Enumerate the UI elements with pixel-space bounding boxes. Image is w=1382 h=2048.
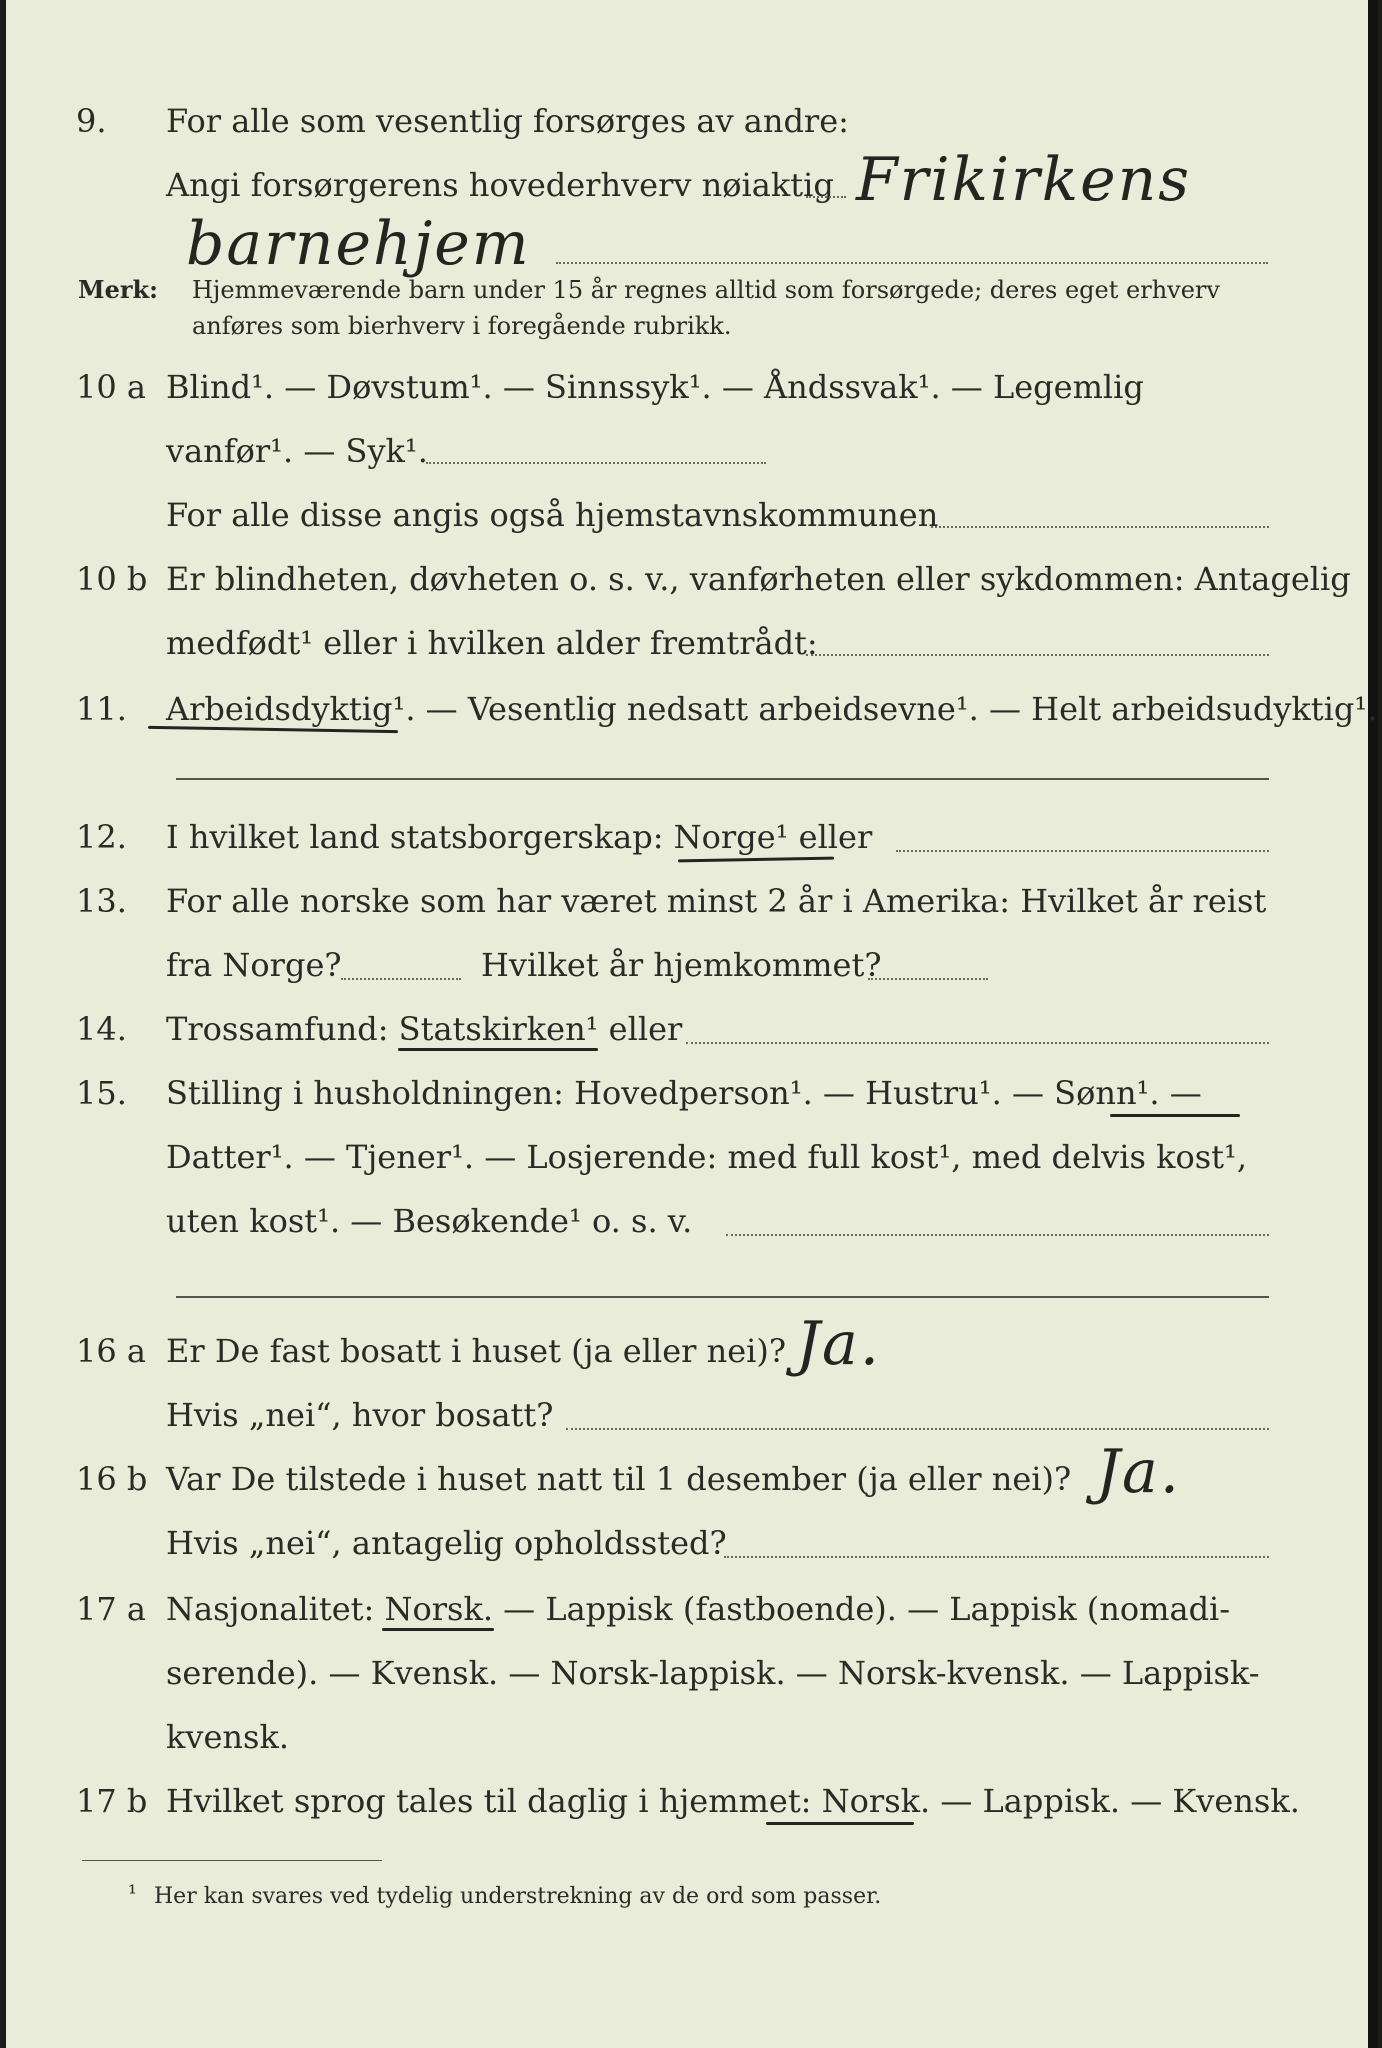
answer-line bbox=[868, 978, 988, 980]
note-label: Merk: bbox=[78, 275, 158, 304]
note-text: anføres som bierhverv i foregående rubrikk. bbox=[192, 312, 732, 340]
question-number: 9. bbox=[76, 102, 107, 140]
question-10b-line-1 bbox=[6, 550, 1368, 608]
question-number: 15. bbox=[76, 1074, 127, 1112]
question-9-line-2 bbox=[6, 145, 1368, 215]
question-text: medfødt¹ eller i hvilken alder fremtrådt: bbox=[166, 624, 818, 662]
question-text: kvensk. bbox=[166, 1718, 289, 1756]
question-number: 11. bbox=[76, 690, 127, 728]
question-text: For alle disse angis også hjemstavnskommunen bbox=[166, 496, 939, 534]
question-text: Datter¹. — Tjener¹. — Losjerende: med full kost¹, med delvis kost¹, bbox=[166, 1138, 1248, 1176]
question-number: 14. bbox=[76, 1010, 127, 1048]
handwritten-answer[interactable]: Ja. bbox=[1096, 1437, 1181, 1507]
question-text: fra Norge? bbox=[166, 946, 342, 984]
question-10a-line-2 bbox=[6, 422, 1368, 480]
handwritten-answer[interactable]: barnehjem bbox=[186, 209, 531, 279]
question-text: Blind¹. — Døvstum¹. — Sinnssyk¹. — Åndssvak¹. — Legemlig bbox=[166, 368, 1144, 406]
underline-mark bbox=[766, 1822, 914, 1825]
question-16a-line-1 bbox=[6, 1309, 1368, 1380]
answer-line bbox=[806, 196, 846, 198]
answer-line bbox=[726, 1234, 1269, 1236]
question-16b-line-2 bbox=[6, 1514, 1368, 1572]
question-16b-line-1 bbox=[6, 1437, 1368, 1508]
question-text: Er De fast bosatt i huset (ja eller nei)? bbox=[166, 1332, 787, 1370]
census-form-page bbox=[6, 0, 1378, 2048]
underline-mark bbox=[398, 1048, 598, 1051]
question-number: 10 b bbox=[76, 560, 148, 598]
question-number: 10 a bbox=[76, 368, 146, 406]
question-number: 12. bbox=[76, 818, 127, 856]
question-text: Stilling i husholdningen: Hovedperson¹. — Hustru¹. — Sønn¹. — bbox=[166, 1074, 1202, 1112]
question-10a-line-3 bbox=[6, 486, 1368, 544]
question-text: Hvilket sprog tales til daglig i hjemmet: Norsk. — Lappisk. — Kvensk. bbox=[166, 1782, 1300, 1820]
handwritten-answer[interactable]: Frikirkens bbox=[856, 145, 1192, 215]
handwritten-answer[interactable]: Ja. bbox=[796, 1309, 881, 1379]
footnote-rule bbox=[82, 1860, 382, 1861]
question-text: Hvilket år hjemkommet? bbox=[481, 946, 882, 984]
question-15-line-2 bbox=[6, 1128, 1368, 1186]
question-number: 17 a bbox=[76, 1590, 146, 1628]
answer-line bbox=[931, 526, 1269, 528]
answer-line bbox=[806, 654, 1269, 656]
question-13-line-1 bbox=[6, 872, 1368, 930]
question-17a-line-2 bbox=[6, 1644, 1368, 1702]
question-10a-line-1 bbox=[6, 358, 1368, 416]
question-15-line-3 bbox=[6, 1192, 1368, 1250]
question-text: For alle norske som har været minst 2 år i Amerika: Hvilket år reist bbox=[166, 882, 1267, 920]
question-text: Er blindheten, døvheten o. s. v., vanførheten eller sykdommen: Antagelig bbox=[166, 560, 1351, 598]
question-17b bbox=[6, 1772, 1368, 1830]
answer-line bbox=[566, 1428, 1269, 1430]
question-9-line-1 bbox=[6, 92, 1368, 150]
question-text: Arbeidsdyktig¹. — Vesentlig nedsatt arbeidsevne¹. — Helt arbeidsudyktig¹. bbox=[166, 690, 1378, 728]
question-text: Angi forsørgerens hovederhverv nøiaktig bbox=[166, 166, 834, 204]
question-10b-line-2 bbox=[6, 614, 1368, 672]
question-number: 16 a bbox=[76, 1332, 146, 1370]
answer-line bbox=[686, 1042, 1269, 1044]
question-text: Var De tilstede i huset natt til 1 desember (ja eller nei)? bbox=[166, 1460, 1072, 1498]
question-number: 16 b bbox=[76, 1460, 148, 1498]
answer-line bbox=[556, 262, 1268, 264]
underline-mark bbox=[382, 1628, 494, 1631]
answer-line bbox=[426, 462, 766, 464]
question-14 bbox=[6, 1000, 1368, 1058]
question-17a-line-3 bbox=[6, 1708, 1368, 1766]
footnote-mark: ¹ bbox=[128, 1882, 137, 1907]
question-11 bbox=[6, 680, 1378, 738]
question-text: For alle som vesentlig forsørges av andre: bbox=[166, 102, 849, 140]
question-text: Hvis „nei“, hvor bosatt? bbox=[166, 1396, 554, 1434]
answer-line bbox=[341, 978, 461, 980]
question-15-line-1 bbox=[6, 1064, 1368, 1122]
answer-line bbox=[896, 850, 1269, 852]
answer-line bbox=[724, 1556, 1269, 1558]
question-number: 17 b bbox=[76, 1782, 148, 1820]
question-text: I hvilket land statsborgerskap: Norge¹ eller bbox=[166, 818, 873, 856]
question-text: uten kost¹. — Besøkende¹ o. s. v. bbox=[166, 1202, 693, 1240]
question-17a-line-1 bbox=[6, 1580, 1368, 1638]
question-text: serende). — Kvensk. — Norsk-lappisk. — Norsk-kvensk. — Lappisk- bbox=[166, 1654, 1260, 1692]
question-text: Hvis „nei“, antagelig opholdssted? bbox=[166, 1524, 727, 1562]
question-number: 13. bbox=[76, 882, 127, 920]
question-16a-line-2 bbox=[6, 1386, 1368, 1444]
question-text: vanfør¹. — Syk¹. bbox=[166, 432, 428, 470]
question-text: Nasjonalitet: Norsk. — Lappisk (fastboende). — Lappisk (nomadi- bbox=[166, 1590, 1231, 1628]
underline-mark bbox=[1110, 1114, 1240, 1117]
note-text: Hjemmeværende barn under 15 år regnes alltid som forsørgede; deres eget erhverv bbox=[192, 276, 1220, 304]
answer-line bbox=[176, 1296, 1269, 1298]
question-12 bbox=[6, 808, 1368, 866]
answer-line bbox=[176, 778, 1269, 780]
question-13-line-2 bbox=[6, 936, 1368, 994]
question-text: Trossamfund: Statskirken¹ eller bbox=[166, 1010, 683, 1048]
footnote-text: Her kan svares ved tydelig understrekning av de ord som passer. bbox=[154, 1884, 882, 1909]
